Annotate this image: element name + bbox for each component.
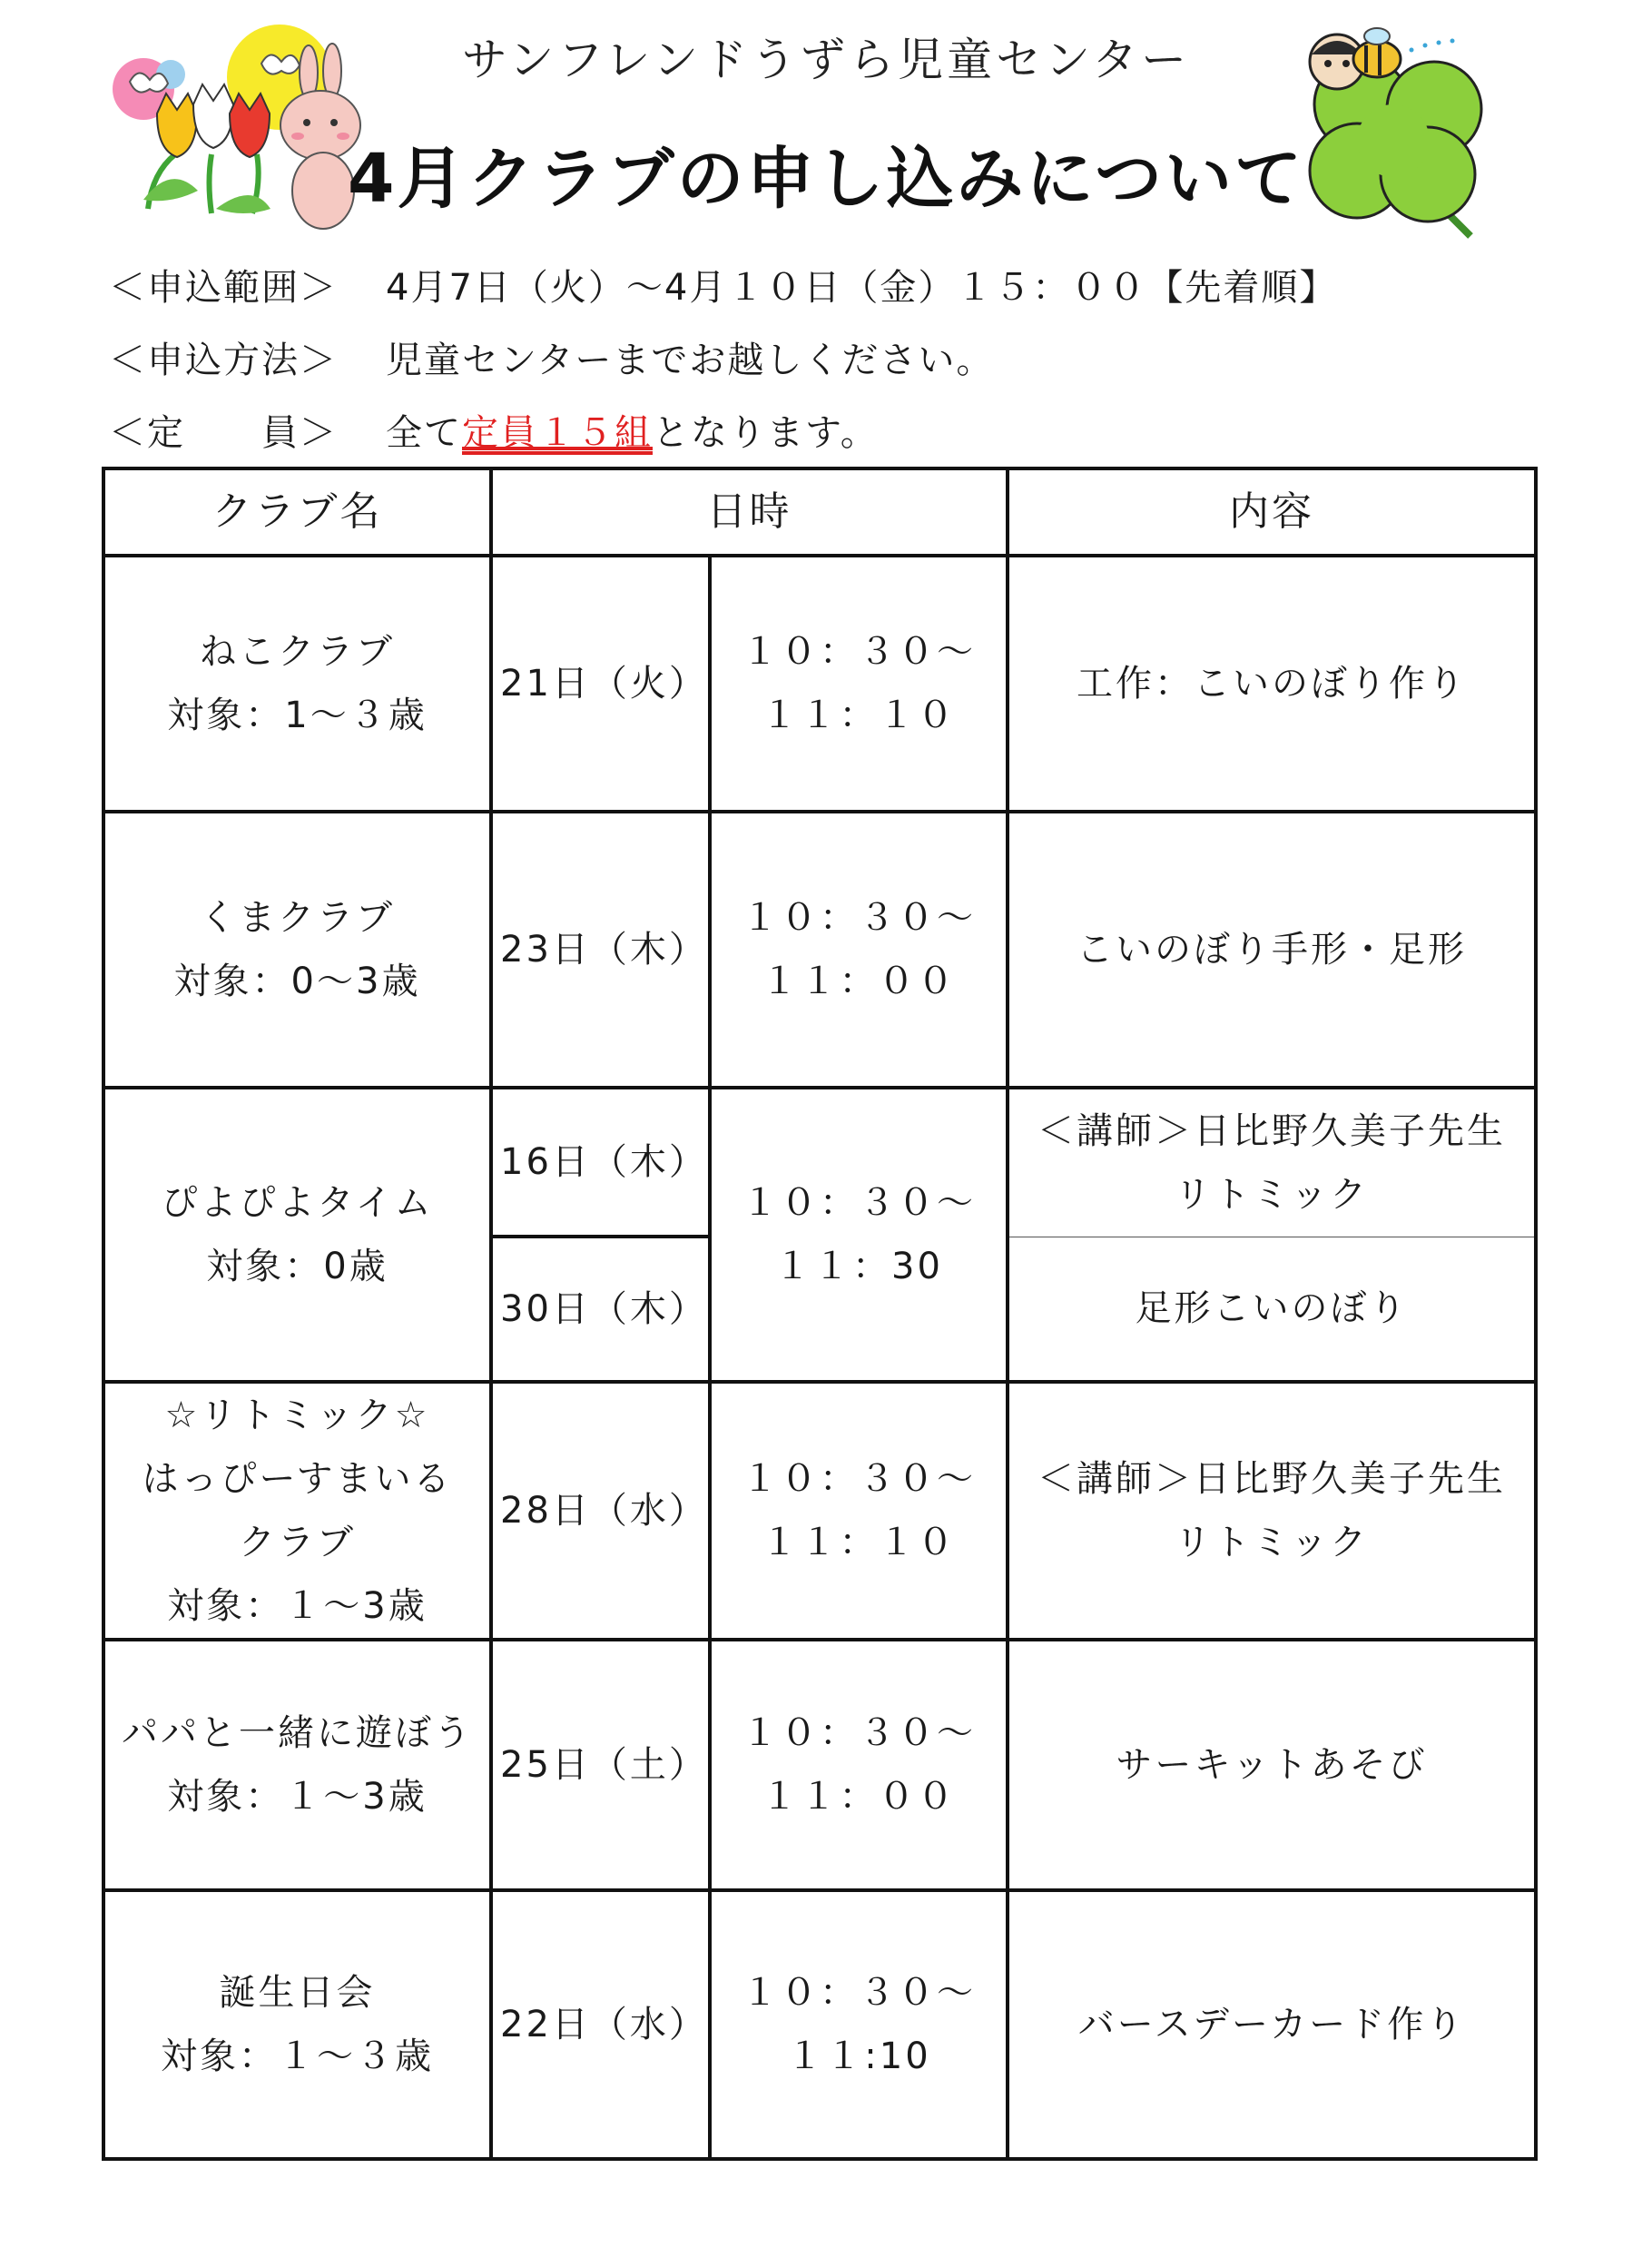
table-row: [103, 1640, 1536, 1890]
content-cell: 工作：こいのぼり作り: [1008, 556, 1536, 812]
time-cell: [710, 1890, 1008, 2159]
time-cell: [710, 812, 1008, 1088]
table-row: [103, 1088, 1536, 1237]
time-cell: [710, 556, 1008, 812]
club-cell: [103, 812, 491, 1088]
page-title: 4月クラブの申し込みについて: [347, 140, 1304, 218]
content-cell: 足形こいのぼり: [1008, 1237, 1536, 1382]
time-end: １１：００: [761, 961, 957, 1002]
club-name: ☆リトミック☆: [164, 1395, 430, 1436]
club-cell: [103, 1088, 491, 1382]
table-row: [103, 1382, 1536, 1640]
club-target: 対象：0～3歳: [173, 961, 421, 1002]
club-target: 対象：１～３歳: [161, 2035, 434, 2077]
time-start: １０：３０～: [742, 1712, 976, 1754]
header-content: 内容: [1008, 468, 1536, 556]
day-cell: 28日（水）: [491, 1382, 710, 1640]
time-end: １１：００: [761, 1776, 957, 1818]
club-name: 誕生日会: [219, 1972, 376, 2014]
club-cell: [103, 1890, 491, 2159]
club-name: クラブ: [239, 1522, 356, 1563]
club-name: くまクラブ: [200, 897, 395, 939]
time-start: １０：３０～: [742, 1182, 976, 1224]
day-cell: 16日（木）: [491, 1088, 710, 1237]
club-cell: [103, 556, 491, 812]
capacity-highlight: 定員１５組: [462, 412, 653, 454]
instructor-line: ＜講師＞日比野久美子先生: [1037, 1458, 1506, 1500]
content-line: リトミック: [1174, 1522, 1370, 1563]
table-row: [103, 1890, 1536, 2159]
club-target: 対象：１～3歳: [167, 1776, 428, 1818]
info-capacity: [109, 404, 1561, 456]
range-value: 4月7日（火）～4月１０日（金）１５：００【先着順】: [386, 267, 1338, 309]
day-cell: 25日（土）: [491, 1640, 710, 1890]
day-cell: 22日（水）: [491, 1890, 710, 2159]
club-name: はっぴーすまいる: [142, 1458, 453, 1500]
time-start: １０：３０～: [742, 1972, 976, 2014]
content-cell: [1008, 1382, 1536, 1640]
day-cell: 23日（木）: [491, 812, 710, 1088]
capacity-suffix: となります。: [653, 412, 879, 454]
time-cell: [710, 1382, 1008, 1640]
time-end: １１:10: [786, 2035, 931, 2077]
content-cell: バースデーカード作り: [1008, 1890, 1536, 2159]
club-target: 対象：１～3歳: [167, 1585, 428, 1627]
method-value: 児童センターまでお越しください。: [386, 340, 995, 381]
content-line: リトミック: [1174, 1173, 1370, 1216]
club-name: ぴよぴよタイム: [161, 1182, 434, 1224]
table-header-row: [103, 468, 1536, 556]
time-cell: [710, 1088, 1008, 1382]
info-range: [109, 259, 1561, 310]
club-cell: [103, 1640, 491, 1890]
club-cell: [103, 1382, 491, 1640]
time-end: １１：１０: [761, 695, 957, 736]
time-start: １０：３０～: [742, 897, 976, 939]
table-row: [103, 812, 1536, 1088]
time-start: １０：３０～: [742, 1458, 976, 1500]
instructor-line: ＜講師＞日比野久美子先生: [1037, 1109, 1506, 1152]
table-row: [103, 556, 1536, 812]
header-club-name: クラブ名: [103, 468, 491, 556]
club-schedule-table: [102, 467, 1538, 2161]
club-name: ねこクラブ: [200, 631, 395, 673]
time-end: １１：30: [774, 1246, 943, 1287]
club-target: 対象：0歳: [206, 1246, 388, 1287]
club-target: 対象：1～３歳: [167, 695, 428, 736]
method-label: ＜申込方法＞: [109, 340, 338, 381]
time-start: １０：３０～: [742, 631, 976, 673]
content-cell: サーキットあそび: [1008, 1640, 1536, 1890]
capacity-prefix: 全て: [386, 412, 462, 454]
header-datetime: 日時: [491, 468, 1008, 556]
time-end: １１：１０: [761, 1522, 957, 1563]
center-name: サンフレンドうずら児童センター: [461, 34, 1191, 86]
info-method: [109, 331, 1561, 383]
range-label: ＜申込範囲＞: [109, 267, 338, 309]
capacity-label: ＜定 員＞: [109, 412, 338, 454]
content-cell: こいのぼり手形・足形: [1008, 812, 1536, 1088]
time-cell: [710, 1640, 1008, 1890]
day-cell: 21日（火）: [491, 556, 710, 812]
club-name: パパと一緒に遊ぼう: [122, 1712, 473, 1754]
day-cell: 30日（木）: [491, 1237, 710, 1382]
content-cell: [1008, 1088, 1536, 1237]
